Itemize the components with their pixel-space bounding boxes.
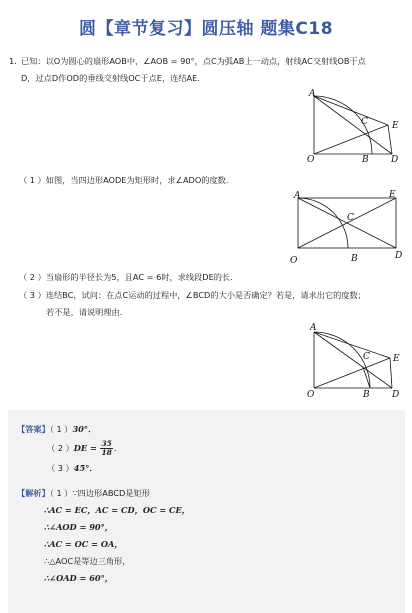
fig3-label-o: O	[307, 390, 315, 400]
answer-2-numerator: 35	[101, 439, 112, 448]
fig1-label-b: B	[362, 155, 369, 165]
analysis-line-4: ∴△AOC是等边三角形，	[44, 556, 131, 566]
figure-3	[300, 320, 405, 398]
fig1-label-c: C	[361, 117, 368, 127]
answer-3-prefix: （ 3 ）	[47, 463, 74, 473]
analysis-line-3: ∴AC = OC = OA，	[44, 539, 123, 549]
fig3-label-e: E	[393, 354, 400, 364]
answer-2-end: ．	[113, 443, 123, 453]
problem-stem-line2: D，过点D作OD的垂线交射线OC于点E，连结AE．	[21, 73, 206, 83]
fig1-label-a: A	[309, 89, 316, 99]
answer-2-fraction	[100, 440, 112, 457]
answer-2-prefix: （ 2 ）	[47, 443, 74, 453]
answer-2-lhs: DE =	[73, 443, 97, 453]
fig2-label-d: D	[395, 251, 403, 261]
figure-2	[290, 186, 405, 266]
fig1-label-d: D	[391, 155, 399, 165]
fig1-label-e: E	[392, 121, 399, 131]
fig3-label-a: A	[310, 323, 317, 333]
analysis-line-0-text: （ 1 ）∵四边形ABCD是矩形	[49, 488, 150, 498]
question-3-line2: 若不是，请说明理由．	[46, 307, 128, 317]
fig3-label-b: B	[363, 390, 370, 400]
fig2-label-e: E	[389, 190, 396, 200]
answer-1	[17, 423, 96, 435]
fig2-label-a: A	[294, 191, 301, 201]
analysis-line-2: ∴∠AOD = 90°，	[44, 522, 113, 532]
question-3-line1: （ 3 ）连结BC，试问：在点C运动的过程中，∠BCD的大小是否确定？若是，请求出它的度数；	[19, 290, 366, 300]
problem-number: 1.	[9, 56, 17, 66]
answer-3	[47, 462, 97, 474]
answer-2	[47, 440, 122, 457]
answer-tag: 【答案】	[17, 424, 50, 434]
answer-2-denominator: 18	[101, 448, 112, 457]
fig2-label-b: B	[351, 254, 358, 264]
analysis-tag: 【解析】	[17, 488, 50, 498]
analysis-line-0	[17, 487, 150, 499]
answer-1-value: 30°．	[72, 424, 97, 434]
question-2: （ 2 ）当扇形的半径长为5，且AC = 6时，求线段DE的长．	[19, 272, 239, 282]
fig2-label-o: O	[290, 256, 298, 266]
page-title: 圆【章节复习】圆压轴 题集C18	[78, 19, 334, 39]
fig1-label-o: O	[307, 155, 315, 165]
analysis-line-5: ∴∠OAD = 60°，	[44, 573, 113, 583]
answer-1-prefix: （ 1 ）	[49, 424, 73, 434]
fig3-label-c: C	[363, 352, 370, 362]
fig2-label-c: C	[347, 213, 354, 223]
answer-3-value: 45°．	[73, 463, 98, 473]
fig3-label-d: D	[392, 390, 400, 400]
question-1: （ 1 ）如图，当四边形AODE为矩形时，求∠ADO的度数．	[19, 175, 235, 185]
problem-stem-line1: 已知：以O为圆心的扇形AOB中，∠AOB = 90°，点C为弧AB上一动点，射线AC交射线OB于点	[21, 56, 366, 66]
analysis-line-1: ∴AC = EC，AC = CD，OC = CE，	[44, 505, 190, 515]
figure-1	[300, 88, 405, 163]
